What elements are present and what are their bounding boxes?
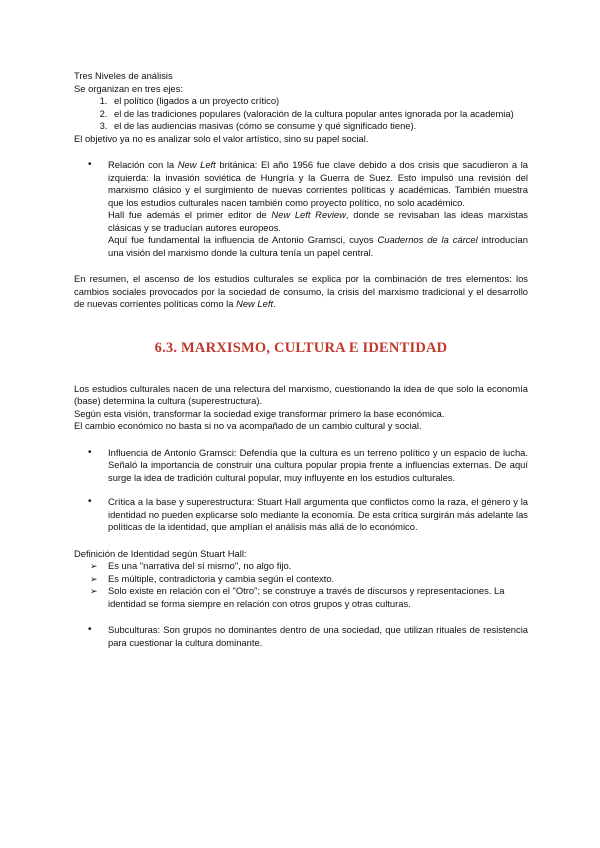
section-intro-3: El cambio económico no basta si no va acompañado de un cambio cultural y social. (74, 420, 422, 431)
summary-paragraph: En resumen, el ascenso de los estudios culturales se explica por la combinación de tres elementos: los cambios sociales provocados por la sociedad de consumo, la crisis del marxismo tradicional y el desarrollo de nuevas corrientes políticas como la New Left. (74, 273, 528, 309)
newleft-list (74, 159, 528, 259)
gramsci-item: • Influencia de Antonio Gramsci: Defendía que la cultura es un terreno político y un espacio de lucha. Señaló la importancia de construir una cultura popular propia frente a influencias externas. De aquí surge la idea de tradición cultural popular, muy influyente en los estudios culturales. (74, 447, 528, 485)
levels-conclusion: El objetivo ya no es analizar solo el valor artístico, sino su papel social. (74, 132, 369, 144)
list-item: 3. el de las audiencias masivas (cómo se consume y qué significado tiene). (110, 120, 528, 133)
subculturas-list (74, 624, 528, 649)
subculturas-item: • Subculturas: Son grupos no dominantes dentro de una sociedad, que utilizan rituales de resistencia para cuestionar la cultura dominante. (74, 624, 528, 649)
critica-list (74, 496, 528, 534)
identity-list (74, 560, 528, 610)
levels-list (74, 95, 528, 133)
levels-intro: Se organizan en tres ejes: (74, 82, 183, 94)
section-intro-1: Los estudios culturales nacen de una relectura del marxismo, cuestionando la idea de que solo la economía (base) determina la cultura (superestructura). (74, 382, 528, 406)
section-intro-2: Según esta visión, transformar la sociedad exige transformar primero la base económica. (74, 407, 445, 419)
list-item: ➢ Es múltiple, contradictoria y cambia según el contexto. (74, 573, 528, 586)
document-page (74, 70, 528, 649)
concepts-list (74, 447, 528, 485)
identity-title: Definición de Identidad según Stuart Hall: (74, 547, 247, 559)
levels-title: Tres Niveles de análisis (74, 70, 173, 81)
newleft-item: • Relación con la New Left británica: El año 1956 fue clave debido a dos crisis que sacudieron a la izquierda: la invasión soviética de Hungría y la Guerra de Suez. Esto impulsó una revisión del marxismo clásico y el surgimiento de nuevas corrientes políticas y académicas. También muestra que los estudios culturales nacen también como proyecto político, no solo académico. Hall fue además el primer editor de New Left Review, donde se revisaban las ideas marxistas clásicas y se traducían autores europeos. Aquí fue fundamental la influencia de Antonio Gramsci, cuyos Cuadernos de la cárcel introducían una visión del marxismo donde la cultura tenía un papel central. (74, 159, 528, 259)
section-heading: 6.3. MARXISMO, CULTURA E IDENTIDAD (154, 339, 448, 356)
list-item: 2. el de las tradiciones populares (valoración de la cultura popular antes ignorada por la academia) (110, 108, 528, 121)
list-item: ➢ Es una "narrativa del sí mismo", no algo fijo. (74, 560, 528, 573)
list-item: 1. el político (ligados a un proyecto crítico) (110, 95, 528, 108)
list-item: ➢ Solo existe en relación con el "Otro"; se construye a través de discursos y representaciones. La identidad se forma siempre en relación con otros grupos y otras culturas. (74, 585, 528, 610)
critica-item: • Crítica a la base y superestructura: Stuart Hall argumenta que conflictos como la raza, el género y la identidad no pueden explicarse solo mediante la economía. De esta crítica surgirán más adelante las políticas de la identidad, que amplían el análisis más allá de lo económico. (74, 496, 528, 534)
